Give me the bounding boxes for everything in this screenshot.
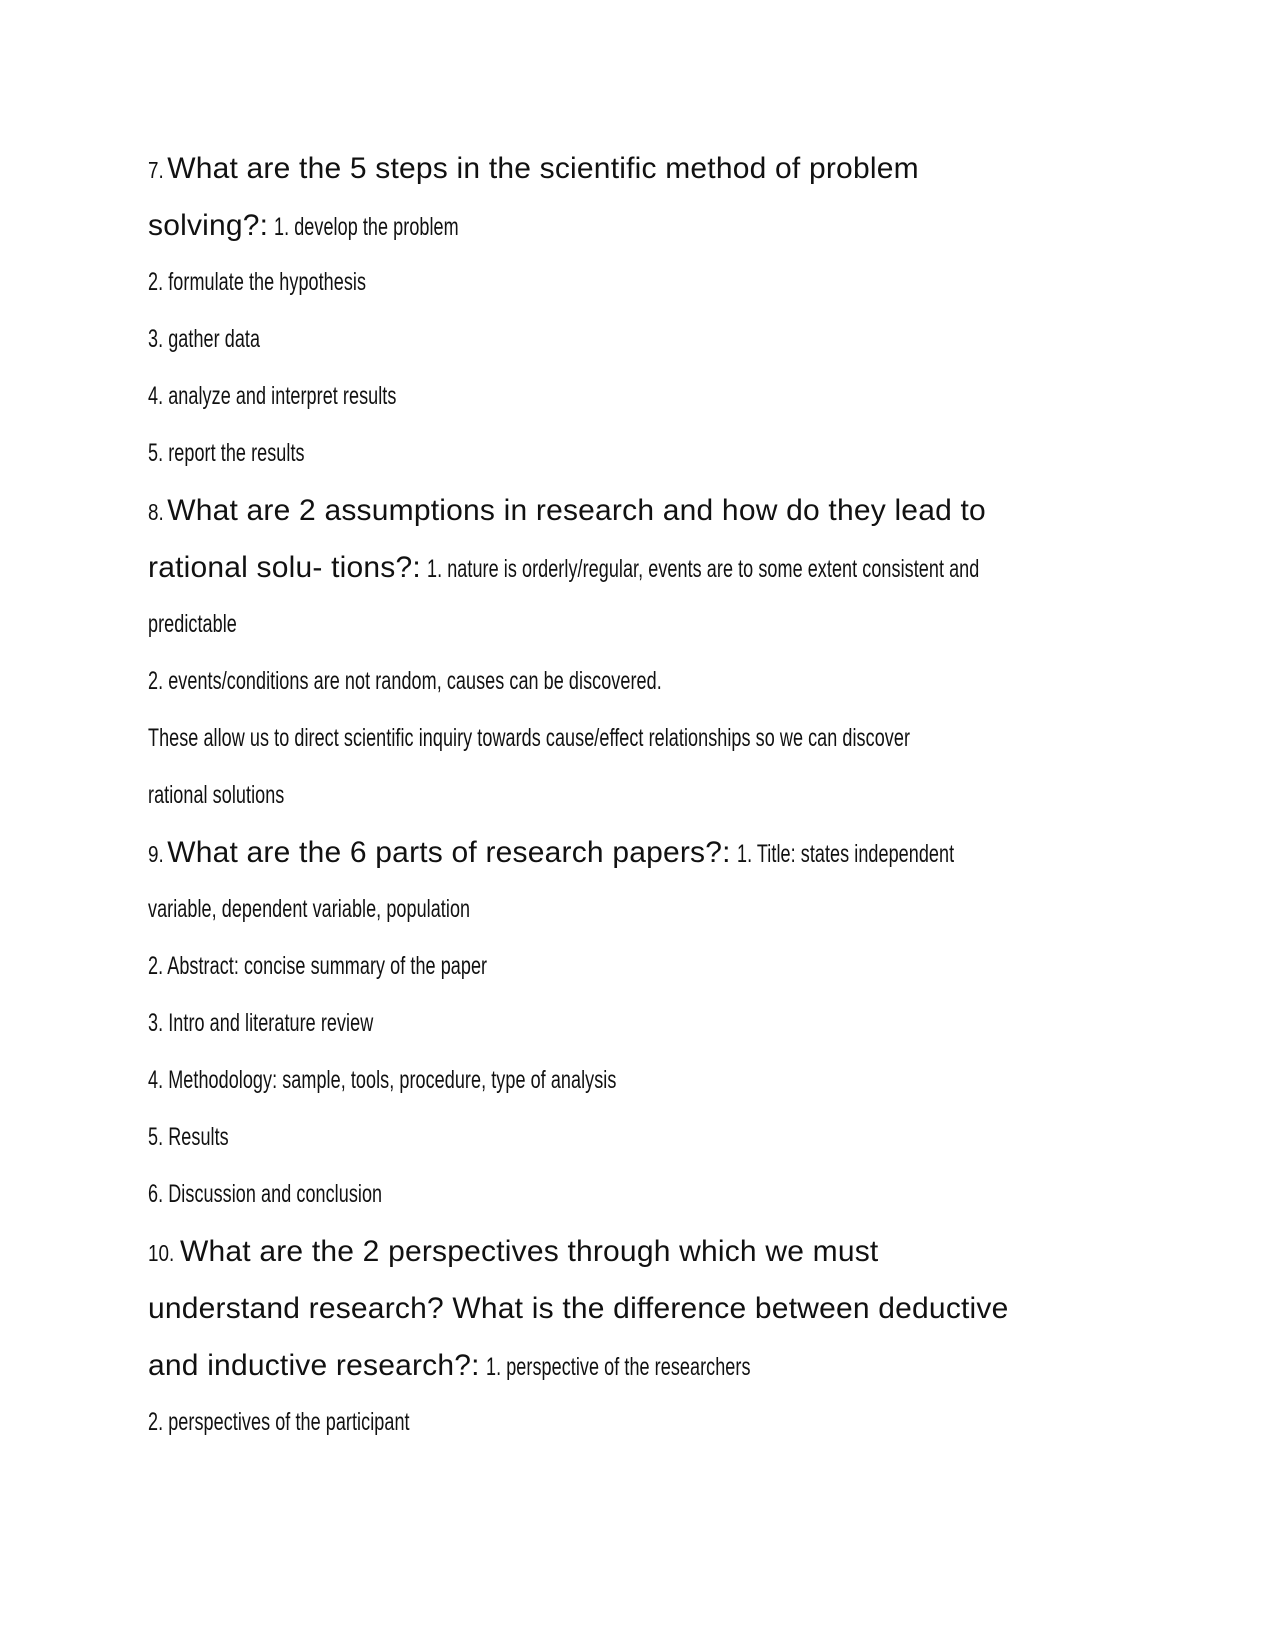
answer-9-line — [148, 1166, 1148, 1223]
answer-7-item-2: 2. formulate the hypothesis — [148, 268, 367, 296]
answer-9-line — [148, 881, 1148, 938]
answer-8-item-2: 2. events/conditions are not random, causes can be discovered. — [148, 667, 662, 695]
answer-8-item-1-cont: predictable — [148, 610, 237, 638]
question-10-line-3 — [148, 1337, 1148, 1394]
question-7-line-2 — [148, 197, 1148, 254]
question-10-line-2 — [148, 1280, 1148, 1337]
answer-7-item-5: 5. report the results — [148, 439, 305, 467]
answer-9-line — [148, 995, 1148, 1052]
question-8-number: 8. — [148, 499, 164, 525]
answer-9-item-5: 5. Results — [148, 1123, 229, 1151]
answer-9-line — [148, 1052, 1148, 1109]
question-10-text-cont: understand research? What is the difference between deductive — [148, 1292, 1009, 1325]
answer-9-line — [148, 1109, 1148, 1166]
question-7-number: 7. — [148, 157, 164, 183]
answer-9-item-1-cont: variable, dependent variable, population — [148, 895, 471, 923]
answer-9-line — [148, 938, 1148, 995]
answer-8-line — [148, 653, 1148, 710]
question-8-text: What are 2 assumptions in research and how do they lead to — [167, 494, 986, 527]
answer-8-item-1: 1. nature is orderly/regular, events are to some extent consistent and — [426, 555, 980, 583]
question-10-number: 10. — [148, 1240, 175, 1266]
answer-8-line — [148, 596, 1148, 653]
answer-8-line — [148, 710, 1148, 767]
answer-7-line — [148, 425, 1148, 482]
question-9-number: 9. — [148, 841, 164, 867]
answer-8-line — [148, 767, 1148, 824]
question-10-text-cont-2: and inductive research?: — [148, 1349, 480, 1382]
answer-10-line — [148, 1394, 1148, 1451]
answer-7-line — [148, 311, 1148, 368]
question-7-line-1 — [148, 140, 1148, 197]
question-8-line-2 — [148, 539, 1148, 596]
answer-9-item-6: 6. Discussion and conclusion — [148, 1180, 383, 1208]
answer-7-line — [148, 254, 1148, 311]
answer-7-item-3: 3. gather data — [148, 325, 261, 353]
question-10-text: What are the 2 perspectives through which we must — [179, 1235, 879, 1268]
question-10-line-1 — [148, 1223, 1148, 1280]
question-9-text: What are the 6 parts of research papers?: — [167, 836, 731, 869]
answer-9-item-3: 3. Intro and literature review — [148, 1009, 374, 1037]
answer-8-summary-cont: rational solutions — [148, 781, 285, 809]
answer-9-item-4: 4. Methodology: sample, tools, procedure, type of analysis — [148, 1066, 617, 1094]
question-7-text: What are the 5 steps in the scientific method of problem — [167, 152, 919, 185]
answer-10-item-1: 1. perspective of the researchers — [485, 1353, 751, 1381]
answer-7-item-1: 1. develop the problem — [274, 213, 459, 241]
document-page — [148, 140, 1148, 1451]
question-9-line-1 — [148, 824, 1148, 881]
answer-7-item-4: 4. analyze and interpret results — [148, 382, 397, 410]
answer-10-item-2: 2. perspectives of the participant — [148, 1408, 410, 1436]
answer-9-item-2: 2. Abstract: concise summary of the paper — [148, 952, 488, 980]
question-7-text-cont: solving?: — [148, 209, 269, 242]
question-8-line-1 — [148, 482, 1148, 539]
answer-7-line — [148, 368, 1148, 425]
answer-8-summary: These allow us to direct scientific inquiry towards cause/effect relationships so we can discover — [148, 724, 911, 752]
question-8-text-cont: rational solu- tions?: — [148, 551, 421, 584]
answer-9-item-1: 1. Title: states independent — [736, 840, 954, 868]
